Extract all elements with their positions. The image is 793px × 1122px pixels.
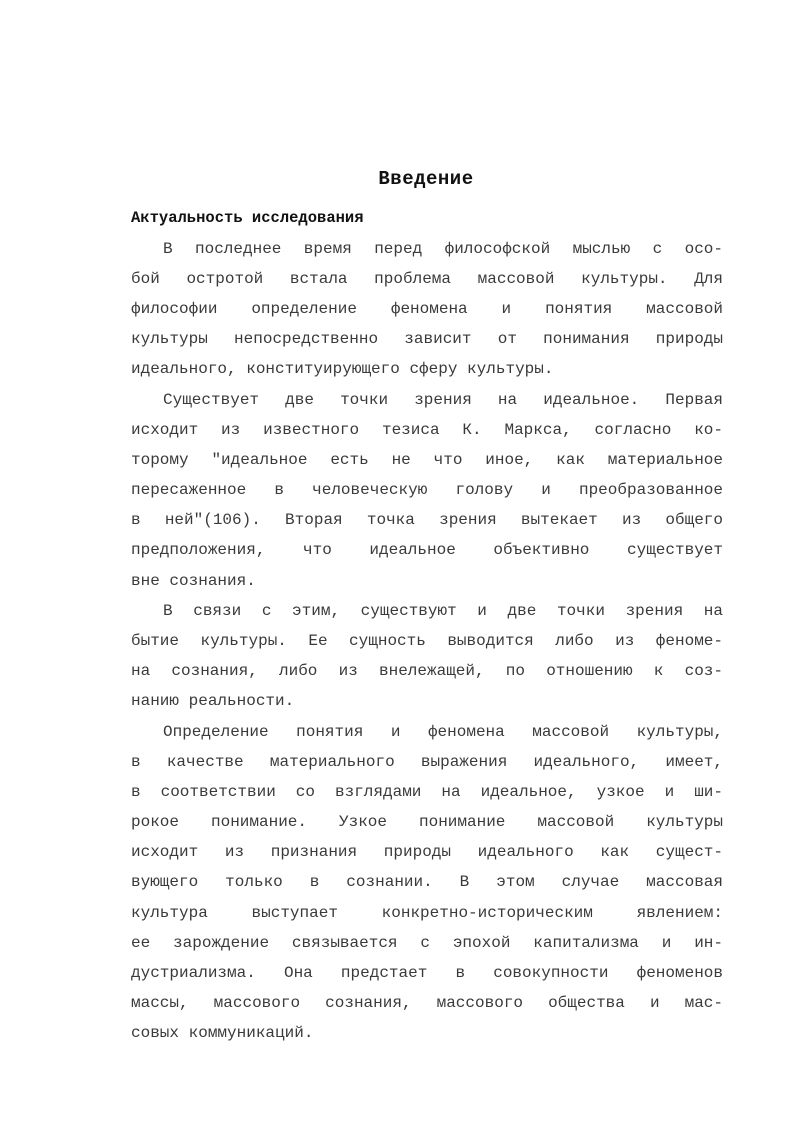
text-line: идеального, конституирующего сферу культуры.: [131, 360, 554, 379]
text-line: вующего только в сознании. В этом случае массовая: [131, 873, 723, 892]
text-line: В последнее время перед философской мыслью с осо-: [163, 240, 723, 258]
page-title: Введение: [378, 168, 474, 190]
text-line: в качестве материального выражения идеального, имеет,: [131, 753, 723, 772]
text-line: бытие культуры. Ее сущность выводится либо из феноме-: [131, 632, 723, 651]
paragraph-4: [131, 717, 723, 1048]
text-line: исходит из признания природы идеального как сущест-: [131, 843, 723, 862]
text-line: торому "идеальное есть не что иное, как материальное: [131, 451, 723, 470]
text-line: на сознания, либо из внележащей, по отношению к соз-: [131, 662, 723, 681]
text-line: пересаженное в человеческую голову и преобразованное: [131, 481, 723, 500]
text-line: культуры непосредственно зависит от понимания природы: [131, 330, 723, 349]
text-line: Существует две точки зрения на идеальное. Первая: [163, 391, 723, 409]
text-line: философии определение феномена и понятия массовой: [131, 300, 723, 319]
paragraph-2: [131, 385, 723, 596]
text-line: предположения, что идеальное объективно существует: [131, 541, 723, 560]
text-line: культура выступает конкретно-историческим явлением:: [131, 903, 723, 922]
text-line: исходит из известного тезиса К. Маркса, согласно ко-: [131, 421, 723, 440]
text-line: нанию реальности.: [131, 692, 295, 711]
text-line: ее зарождение связывается с эпохой капитализма и ин-: [131, 933, 723, 952]
text-line: Определение понятия и феномена массовой культуры,: [163, 723, 723, 741]
paragraph-3: [131, 596, 723, 716]
text-line: рокое понимание. Узкое понимание массовой культуры: [131, 813, 723, 832]
text-line: массы, массового сознания, массового общества и мас-: [131, 993, 723, 1012]
text-line: дустриализма. Она предстает в совокупности феноменов: [131, 963, 723, 982]
text-line: В связи с этим, существуют и две точки зрения на: [163, 602, 723, 620]
text-line: в соответствии со взглядами на идеальное, узкое и ши-: [131, 783, 723, 802]
text-line: бой остротой встала проблема массовой культуры. Для: [131, 270, 723, 289]
text-line: вне сознания.: [131, 571, 256, 590]
paragraph-1: [131, 234, 723, 384]
text-line: в ней"(106). Вторая точка зрения вытекает из общего: [131, 511, 723, 530]
text-line: совых коммуникаций.: [131, 1023, 314, 1042]
section-heading: Актуальность исследования: [131, 209, 364, 227]
